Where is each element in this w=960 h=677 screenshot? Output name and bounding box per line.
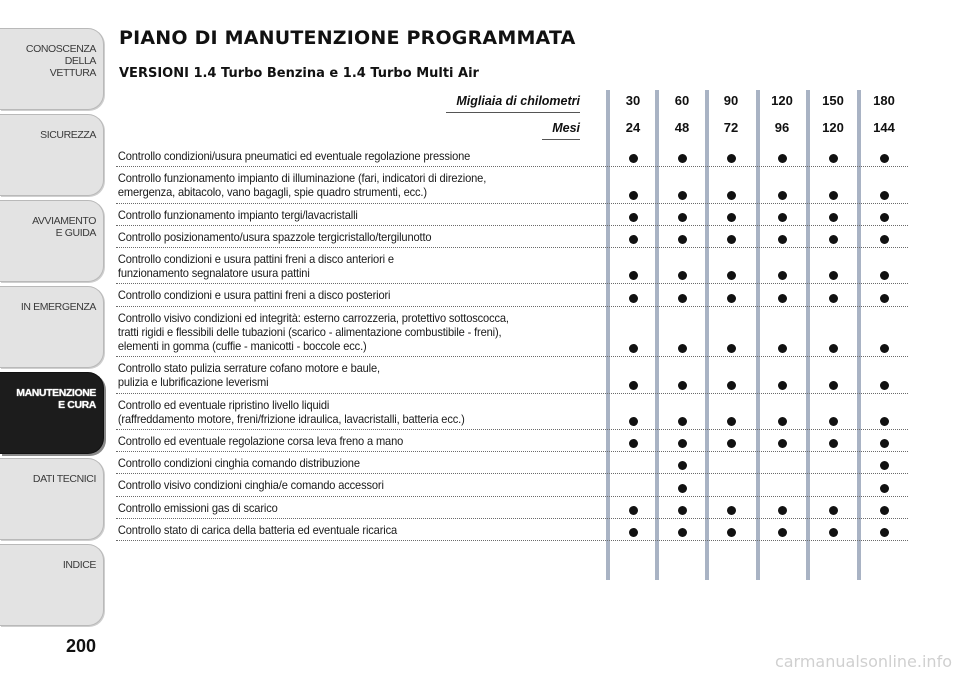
table-row	[116, 226, 908, 248]
sidebar-tab-label: AVVIAMENTO E GUIDA	[32, 215, 96, 239]
scheduled-check-dot	[727, 344, 736, 353]
scheduled-check-dot	[678, 271, 687, 280]
scheduled-check-dot	[778, 439, 787, 448]
row-description: Controllo visivo condizioni cinghia/e comando accessori	[117, 478, 384, 493]
scheduled-check-dot	[629, 271, 638, 280]
months-column-header: 48	[674, 120, 690, 135]
scheduled-check-dot	[829, 294, 838, 303]
scheduled-check-dot	[778, 191, 787, 200]
scheduled-check-dot	[880, 506, 889, 515]
scheduled-check-dot	[880, 484, 889, 493]
row-description: Controllo condizioni/usura pneumatici ed eventuale regolazione pressione	[117, 149, 471, 163]
scheduled-check-dot	[727, 506, 736, 515]
scheduled-check-dot	[880, 417, 889, 426]
row-description: Controllo ed eventuale ripristino livello liquidi (raffreddamento motore, freni/frizione idraulica, lavacristalli, batteria ecc.)	[117, 397, 465, 426]
scheduled-check-dot	[778, 213, 787, 222]
scheduled-check-dot	[778, 154, 787, 163]
scheduled-check-dot	[678, 344, 687, 353]
scheduled-check-dot	[778, 528, 787, 537]
scheduled-check-dot	[829, 528, 838, 537]
row-description: Controllo posizionamento/usura spazzole tergicristallo/tergilunotto	[117, 229, 432, 244]
sidebar-tab-label: DATI TECNICI	[32, 473, 96, 485]
km-column-header: 30	[625, 93, 641, 108]
scheduled-check-dot	[629, 344, 638, 353]
row-description: Controllo funzionamento impianto di illuminazione (fari, indicatori di direzione, emergenza, abitacolo, vano bagagli, spie quadro strumenti, ecc.)	[117, 171, 487, 200]
scheduled-check-dot	[880, 528, 889, 537]
sidebar-tab-3[interactable]	[0, 200, 104, 282]
table-row	[116, 497, 908, 519]
maintenance-table	[116, 145, 908, 541]
sidebar-tab-5[interactable]	[0, 372, 104, 454]
scheduled-check-dot	[727, 439, 736, 448]
scheduled-check-dot	[678, 381, 687, 390]
scheduled-check-dot	[829, 506, 838, 515]
scheduled-check-dot	[880, 381, 889, 390]
table-row	[116, 394, 908, 430]
scheduled-check-dot	[727, 154, 736, 163]
km-column-header: 90	[723, 93, 739, 108]
table-row	[116, 474, 908, 496]
row-description: Controllo stato di carica della batteria ed eventuale ricarica	[117, 522, 398, 537]
scheduled-check-dot	[727, 381, 736, 390]
km-column-header: 120	[771, 93, 793, 108]
scheduled-check-dot	[678, 484, 687, 493]
page-title: PIANO DI MANUTENZIONE PROGRAMMATA	[119, 27, 576, 49]
table-row	[116, 284, 908, 306]
table-row	[116, 519, 908, 541]
watermark-text: carmanualsonline.info	[774, 652, 952, 671]
months-column-header: 120	[822, 120, 844, 135]
scheduled-check-dot	[629, 417, 638, 426]
row-description: Controllo condizioni e usura pattini freni a disco anteriori e funzionamento segnalatore usura pattini	[117, 252, 394, 281]
table-row	[116, 452, 908, 474]
sidebar-tab-label: MANUTENZIONE E CURA	[16, 387, 96, 411]
scheduled-check-dot	[880, 439, 889, 448]
row-description: Controllo condizioni cinghia comando distribuzione	[117, 456, 360, 471]
scheduled-check-dot	[778, 294, 787, 303]
table-row	[116, 307, 908, 358]
scheduled-check-dot	[629, 528, 638, 537]
scheduled-check-dot	[678, 528, 687, 537]
scheduled-check-dot	[629, 294, 638, 303]
scheduled-check-dot	[727, 417, 736, 426]
scheduled-check-dot	[727, 528, 736, 537]
months-column-header: 72	[723, 120, 739, 135]
scheduled-check-dot	[778, 417, 787, 426]
page-number: 200	[66, 636, 97, 656]
scheduled-check-dot	[678, 506, 687, 515]
scheduled-check-dot	[629, 381, 638, 390]
scheduled-check-dot	[829, 235, 838, 244]
scheduled-check-dot	[629, 235, 638, 244]
km-column-header: 60	[674, 93, 690, 108]
km-header-row	[0, 89, 580, 113]
months-column-header: 96	[774, 120, 790, 135]
sidebar-tab-label: SICUREZZA	[40, 129, 96, 141]
scheduled-check-dot	[778, 271, 787, 280]
scheduled-check-dot	[778, 381, 787, 390]
scheduled-check-dot	[829, 344, 838, 353]
scheduled-check-dot	[829, 191, 838, 200]
scheduled-check-dot	[727, 294, 736, 303]
sidebar-tab-4[interactable]	[0, 286, 104, 368]
scheduled-check-dot	[880, 294, 889, 303]
scheduled-check-dot	[678, 417, 687, 426]
scheduled-check-dot	[678, 294, 687, 303]
scheduled-check-dot	[678, 154, 687, 163]
months-column-header: 24	[625, 120, 641, 135]
scheduled-check-dot	[629, 191, 638, 200]
table-row	[116, 145, 908, 167]
scheduled-check-dot	[727, 271, 736, 280]
scheduled-check-dot	[880, 461, 889, 470]
scheduled-check-dot	[829, 271, 838, 280]
scheduled-check-dot	[629, 154, 638, 163]
scheduled-check-dot	[829, 213, 838, 222]
table-row	[116, 167, 908, 203]
row-description: Controllo visivo condizioni ed integrità: esterno carrozzeria, protettivo sottoscocca, tratti rigidi e flessibili delle tubazioni (scarico - alimentazione combustibile - freni), elementi in gomma (cuffie - manicotti - boccole ecc.)	[117, 310, 509, 354]
scheduled-check-dot	[880, 235, 889, 244]
scheduled-check-dot	[678, 191, 687, 200]
scheduled-check-dot	[880, 154, 889, 163]
scheduled-check-dot	[829, 154, 838, 163]
scheduled-check-dot	[629, 439, 638, 448]
scheduled-check-dot	[778, 235, 787, 244]
scheduled-check-dot	[678, 213, 687, 222]
scheduled-check-dot	[678, 439, 687, 448]
scheduled-check-dot	[829, 417, 838, 426]
table-row	[116, 430, 908, 452]
scheduled-check-dot	[778, 506, 787, 515]
scheduled-check-dot	[880, 191, 889, 200]
row-description: Controllo emissioni gas di scarico	[117, 500, 278, 515]
section-subtitle: VERSIONI 1.4 Turbo Benzina e 1.4 Turbo Multi Air	[119, 66, 479, 81]
scheduled-check-dot	[629, 213, 638, 222]
months-header-row	[0, 116, 580, 140]
scheduled-check-dot	[727, 235, 736, 244]
row-description: Controllo stato pulizia serrature cofano motore e baule, pulizia e lubrificazione leverismi	[117, 361, 380, 390]
scheduled-check-dot	[880, 271, 889, 280]
scheduled-check-dot	[727, 213, 736, 222]
sidebar-tab-label: INDICE	[62, 559, 96, 571]
scheduled-check-dot	[678, 461, 687, 470]
scheduled-check-dot	[727, 191, 736, 200]
km-column-header: 150	[822, 93, 844, 108]
table-row	[116, 248, 908, 284]
row-description: Controllo condizioni e usura pattini freni a disco posteriori	[117, 288, 391, 303]
months-header-label: Mesi	[542, 116, 580, 140]
sidebar-tab-6[interactable]	[0, 458, 104, 540]
km-column-header: 180	[873, 93, 895, 108]
scheduled-check-dot	[629, 506, 638, 515]
sidebar-tab-label: CONOSCENZA DELLA VETTURA	[25, 43, 96, 79]
row-description: Controllo funzionamento impianto tergi/lavacristalli	[117, 207, 358, 222]
sidebar-tab-label: IN EMERGENZA	[20, 301, 96, 313]
scheduled-check-dot	[678, 235, 687, 244]
scheduled-check-dot	[778, 344, 787, 353]
table-row	[116, 204, 908, 226]
sidebar-tab-7[interactable]	[0, 544, 104, 626]
months-column-header: 144	[873, 120, 895, 135]
scheduled-check-dot	[880, 213, 889, 222]
table-row	[116, 357, 908, 393]
scheduled-check-dot	[829, 439, 838, 448]
km-header-label: Migliaia di chilometri	[446, 89, 580, 113]
scheduled-check-dot	[829, 381, 838, 390]
row-description: Controllo ed eventuale regolazione corsa leva freno a mano	[117, 434, 404, 449]
scheduled-check-dot	[880, 344, 889, 353]
